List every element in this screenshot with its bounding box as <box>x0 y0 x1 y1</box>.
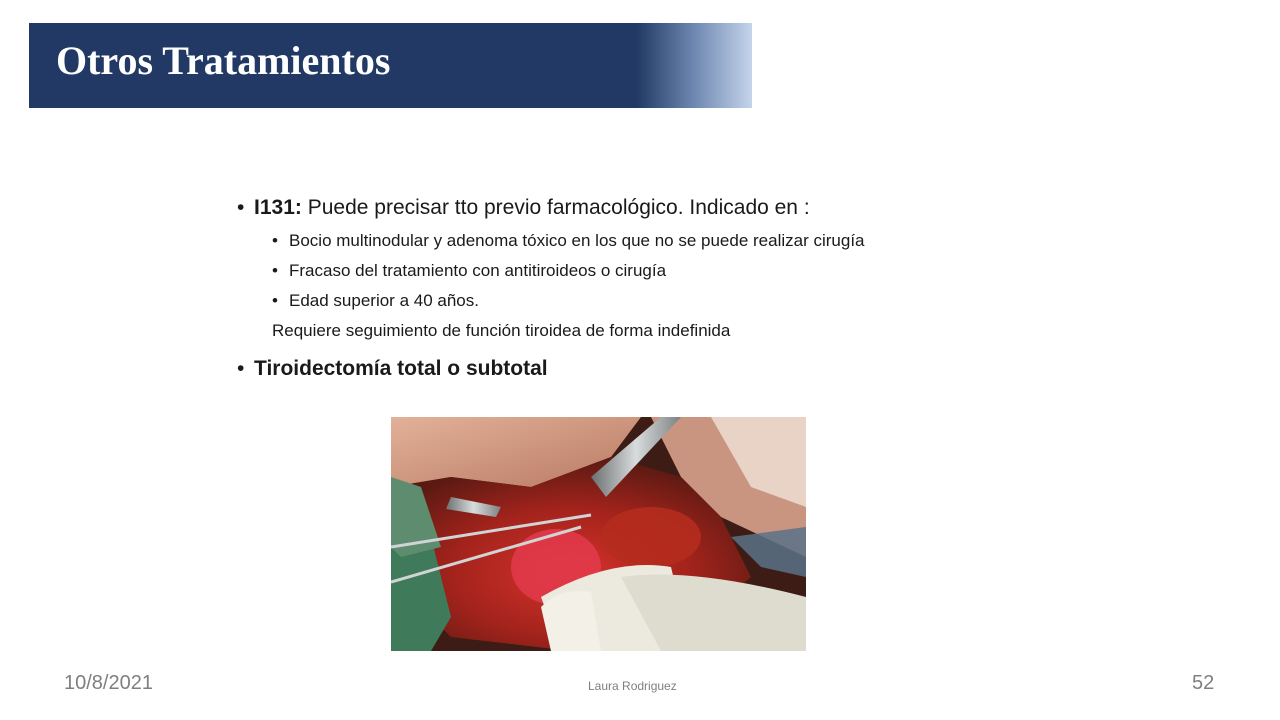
bullet-dot: • <box>272 261 278 280</box>
slide-content <box>237 193 1117 384</box>
sub-bullet <box>272 256 1117 286</box>
title-bar <box>29 23 752 108</box>
bullet-dot: • <box>272 291 278 310</box>
sub-bullet <box>272 226 1117 256</box>
bullet-i131 <box>237 193 1117 223</box>
sub-bullet <box>272 286 1117 316</box>
bullet-dot: • <box>237 357 245 380</box>
bullet-tiroidectomia <box>237 354 1117 384</box>
footer-date: 10/8/2021 <box>64 672 153 694</box>
slide-title: Otros Tratamientos <box>56 38 391 83</box>
bullet-dot: • <box>237 196 245 219</box>
bullet-lead: Tiroidectomía total o subtotal <box>254 357 548 380</box>
thyroidectomy-surgery-photo <box>391 417 806 651</box>
sub-bullet-text: Edad superior a 40 años. <box>289 291 479 310</box>
slide-number: 52 <box>1192 672 1215 694</box>
bullet-text: Puede precisar tto previo farmacológico. Indicado en : <box>301 196 810 219</box>
bullet-lead: I131: <box>254 196 302 219</box>
sub-bullet-text: Bocio multinodular y adenoma tóxico en los que no se puede realizar cirugía <box>289 231 865 250</box>
footer-author: Laura Rodriguez <box>588 679 677 693</box>
sub-bullet-text: Fracaso del tratamiento con antitiroideos o cirugía <box>289 261 667 280</box>
bullet-dot: • <box>272 231 278 250</box>
bullet-note: Requiere seguimiento de función tiroidea de forma indefinida <box>272 321 731 340</box>
